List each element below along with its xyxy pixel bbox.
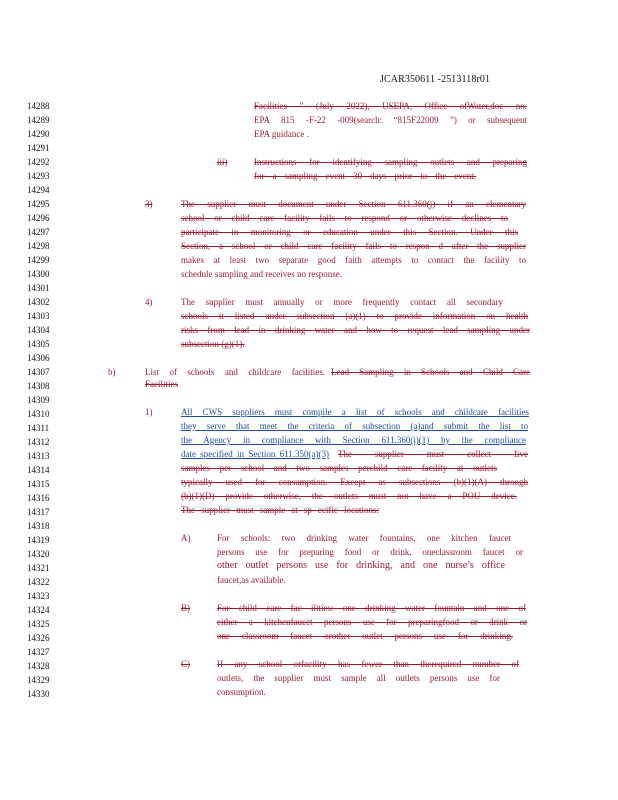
line-number: 14326 [27, 633, 50, 643]
text-line: participate in monitoring or education under this Section. Under this [181, 227, 518, 237]
line-number: 14289 [27, 115, 50, 125]
text-line: If any school orfacility has fewer than therequired number of [217, 659, 519, 669]
line-number: 14314 [27, 465, 50, 475]
line-number: 14328 [27, 661, 50, 671]
list-marker: B) [181, 603, 190, 613]
inserted-text-line: the Agency in compliance with Section 611.360(i)(1) by the compliance [181, 435, 526, 445]
line-number: 14327 [27, 647, 50, 657]
list-marker: A) [181, 533, 191, 543]
line-number: 14294 [27, 185, 50, 195]
line-number: 14317 [27, 507, 50, 517]
line-number: 14304 [27, 325, 50, 335]
text-line: Section, a school or child care facility fails to respon d after the supplier [181, 241, 526, 251]
text-line: For child care fac ilities: one drinking water fountain and one of [217, 603, 526, 613]
line-number: 14290 [27, 129, 50, 139]
line-number: 14301 [27, 283, 50, 293]
text-line: schedule sampling and receives no response. [181, 269, 342, 279]
list-marker: iii) [217, 157, 228, 167]
line-number: 14316 [27, 493, 50, 503]
line-number: 14297 [27, 227, 50, 237]
line-number: 14288 [27, 101, 50, 111]
section-heading: List of schools and childcare facilities. [145, 367, 325, 377]
line-number: 14303 [27, 311, 50, 321]
line-number: 14318 [27, 521, 50, 531]
text-line: risks from lead in drinking water and how to request lead sampling under [181, 325, 530, 335]
section-heading-deleted: Lead Sampling in Schools and Child Care [331, 367, 530, 377]
line-number: 14312 [27, 437, 50, 447]
line-number: 14322 [27, 577, 50, 587]
line-number: 14319 [27, 535, 50, 545]
text-line: either a kitchenfaucet persons use for preparingfood or drink or [217, 617, 527, 627]
line-number: 14306 [27, 353, 50, 363]
text-line: other outlet persons use for drinking, and one nurse’s office [217, 560, 505, 571]
text-line: persons use for preparing food or drink, oneclassroom faucet or [217, 547, 523, 557]
text-line: makes at least two separate good faith attempts to contact the facility to [181, 255, 526, 265]
text-line: samples per school and two samples perchild care facility at outlets [181, 463, 497, 473]
text-line: consumption. [217, 687, 266, 697]
text-line: schools it listed under subsection (a)(1) to provide information on health [181, 311, 528, 321]
line-number: 14291 [27, 143, 50, 153]
text-line: EPA 815 -F-22 -009(search: “815F22009 ”) or subsequent [254, 115, 527, 125]
line-number: 14305 [27, 339, 50, 349]
line-number: 14315 [27, 479, 50, 489]
section-marker: b) [108, 367, 116, 377]
line-number: 14296 [27, 213, 50, 223]
text-line: Instructions for identifying sampling outlets and preparing [254, 157, 527, 167]
text-line: one classroom faucet orother outlet persons use for drinking. [217, 631, 513, 641]
line-number: 14295 [27, 199, 50, 209]
line-number: 14313 [27, 451, 50, 461]
list-marker: C) [181, 659, 190, 669]
line-number: 14302 [27, 297, 50, 307]
line-number: 14330 [27, 689, 50, 699]
section-heading-deleted: Facilities [145, 379, 178, 389]
line-number: 14329 [27, 675, 50, 685]
text-line: Facilities ” (July 2022), USEPA, Office ofWater,doc no. [254, 101, 527, 111]
line-number: 14308 [27, 381, 50, 391]
text-line: subsection (g)(1). [181, 339, 245, 349]
list-marker: 4) [145, 297, 153, 307]
line-number: 14320 [27, 549, 50, 559]
text-line: The supplier must document under Section 611.360(j) if an elementary [181, 199, 526, 209]
document-id-header: JCAR350611 -2513118r01 [380, 74, 491, 85]
line-number: 14310 [27, 409, 50, 419]
line-number: 14321 [27, 563, 50, 573]
line-number: 14325 [27, 619, 50, 629]
line-number: 14298 [27, 241, 50, 251]
line-number: 14309 [27, 395, 50, 405]
text-line: typically used for consumption. Except as subsections (b)(1)(A) through [181, 477, 528, 487]
inserted-text-line: date specified in Section 611.350(a)(3) [181, 449, 329, 459]
text-line: For schools: two drinking water fountains, one kitchen faucet [217, 533, 511, 543]
text-line: The supplier must annually or more frequently contact all secondary [181, 297, 503, 307]
line-number: 14292 [27, 157, 50, 167]
line-number: 14307 [27, 367, 50, 377]
text-line: for a sampling event 30 days prior to the event. [254, 171, 476, 181]
line-number: 14300 [27, 269, 50, 279]
line-number: 14324 [27, 605, 50, 615]
text-line: outlets, the supplier must sample all outlets persons use for [217, 673, 500, 683]
text-line: school or child care facility fails to respond or otherwise declines to [181, 213, 508, 223]
text-line: (b)(1)(D) provide otherwise, the outlets must not have a POU device. [181, 491, 517, 501]
inserted-text-line: All CWS suppliers must compile a list of schools and childcare facilities [181, 407, 529, 417]
text-line: faucet,as available. [217, 575, 286, 585]
list-marker: 3) [145, 199, 153, 209]
line-number: 14299 [27, 255, 50, 265]
line-number: 14323 [27, 591, 50, 601]
text-line: The supplier must sample at sp ecific locations: [181, 505, 379, 515]
inserted-text-line: they serve that meet the criteria of subsection (a)and submit the list to [181, 421, 528, 431]
line-number: 14311 [27, 423, 50, 433]
text-line: EPA guidance . [254, 129, 309, 139]
line-number: 14293 [27, 171, 50, 181]
list-marker: 1) [145, 407, 153, 417]
text-line: The supplier must collect five [338, 449, 528, 459]
